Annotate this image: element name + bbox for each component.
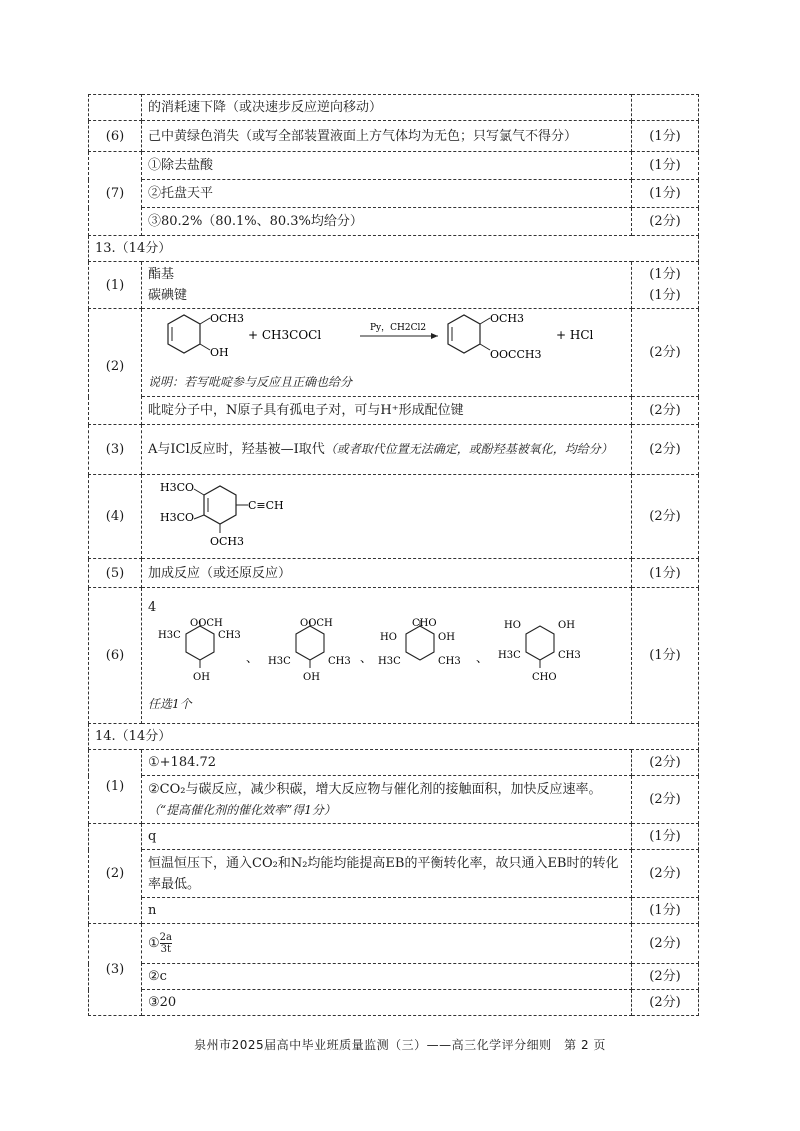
substituent-bond [194,489,204,495]
score-cell: (1分) [632,121,699,152]
substituent-bond [200,344,210,350]
table-row [89,121,699,152]
score-line: (1分) [649,267,681,282]
page-footer: 泉州市2025届高中毕业班质量监测（三）——高三化学评分细则 第 2 页 [194,1038,606,1052]
answer-line: 碳碘键 [148,288,188,303]
answer-text: A与ICl反应时，羟基被—I取代 [148,442,325,457]
table-row [89,850,699,898]
reaction-equation-diagram [148,312,618,372]
answer-cell [142,425,632,475]
table-row [89,990,699,1016]
table-row [89,309,699,397]
score-cell: (2分) [632,397,699,425]
score-cell: (1分) [632,824,699,850]
answer-cell: 加成反应（或还原反应） [142,559,632,588]
score-cell: (2分) [632,208,699,236]
answer-cell: ①+184.72 [142,750,632,776]
answer-note: （“提高催化剂的催化效率”得1分） [148,802,336,817]
substituent-label: CH3 [218,629,241,641]
answer-cell [142,309,632,397]
answer-note: 任选1个 [148,696,192,711]
score-cell: (2分) [632,990,699,1016]
answer-cell [142,924,632,964]
substituent-label: C≡CH [248,498,284,512]
substituent-bond [194,515,204,519]
benzene-ring [186,626,214,660]
score-line: (1分) [649,288,681,303]
table-row [89,262,699,309]
score-cell: (2分) [632,776,699,824]
score-cell: (2分) [632,309,699,397]
score-cell [632,262,699,309]
score-cell: (1分) [632,152,699,180]
table-row [89,397,699,425]
substituent-label: OCH3 [210,312,245,325]
substituent-label: OH [210,346,229,359]
score-cell: (2分) [632,924,699,964]
score-cell: (2分) [632,750,699,776]
answer-note: 说明：若写吡啶参与反应且正确也给分 [148,375,353,389]
substituent-label: H3C [378,655,401,667]
section-header: 14.（14分） [89,724,699,750]
row-label: (2) [89,309,142,425]
fraction-numerator: 2a [159,932,172,943]
substituent-bond [480,318,490,324]
score-cell: (1分) [632,559,699,588]
fraction-denominator: 3t [160,944,172,955]
substituent-label: OH [303,671,320,683]
score-cell: (1分) [632,898,699,924]
benzene-ring [526,626,554,660]
table-row [89,425,699,475]
answer-prefix: ① [148,936,160,951]
substituent-label: CHO [412,617,437,629]
row-label: (2) [89,824,142,924]
section-header: 13.（14分） [89,236,699,262]
substituent-label: H3C [158,629,181,641]
answer-cell: ①除去盐酸 [142,152,632,180]
answer-cell: ②c [142,964,632,990]
substituent-label: OCH3 [490,312,525,325]
answer-note: （或者取代位置无法确定，或酚羟基被氧化，均给分） [324,442,613,456]
table-row [89,180,699,208]
answer-cell [142,776,632,824]
answer-line: 酯基 [148,267,175,282]
table-row [89,208,699,236]
substituent-label: CH3 [558,649,581,661]
substituent-bond [200,318,210,324]
reagent-label: + CH3COCl [248,328,322,342]
section-header-row [89,236,699,262]
row-label: (1) [89,262,142,309]
benzene-ring [296,626,324,660]
substituent-label: CH3 [438,655,461,667]
answer-cell [142,588,632,724]
answer-cell [142,262,632,309]
substituent-label: OCH3 [210,534,245,548]
condition-label: Py，CH2Cl2 [370,323,427,333]
table-row [89,898,699,924]
row-label: (7) [89,152,142,236]
table-row [89,95,699,121]
table-row [89,776,699,824]
answer-cell: q [142,824,632,850]
table-row [89,559,699,588]
score-cell [632,95,699,121]
answer-cell: 恒温恒压下，通入CO₂和N₂均能均能提高EB的平衡转化率，故只通入EB时的转化率最低。 [142,850,632,898]
score-cell: (2分) [632,425,699,475]
table-row [89,750,699,776]
separator: 、 [476,650,489,665]
table-row [89,924,699,964]
row-label: (3) [89,924,142,1016]
substituent-label: H3CO [160,510,195,524]
answer-cell: ③80.2%（80.1%、80.3%均给分） [142,208,632,236]
substituent-label: OOCCH3 [490,348,542,361]
answer-cell: ③20 [142,990,632,1016]
benzene-ring [168,315,200,353]
substituent-label: OH [193,671,210,683]
table-row [89,475,699,559]
benzene-ring [406,626,434,660]
row-label [89,95,142,121]
answer-cell: 的消耗速下降（或决速步反应逆向移动） [142,95,632,121]
product-label: + HCl [556,328,594,342]
section-header-row [89,724,699,750]
substituent-label: CHO [532,671,557,683]
isomer-structures [148,618,618,694]
answer-line: 4 [148,599,157,615]
row-label: (6) [89,588,142,724]
score-cell: (2分) [632,964,699,990]
separator: 、 [360,650,373,665]
scoring-table [88,94,699,1016]
answer-text: ②CO₂与碳反应，减少积碳，增大反应物与催化剂的接触面积，加快反应速率。 [148,781,602,797]
score-cell: (1分) [632,588,699,724]
substituent-label: CH3 [328,655,351,667]
table-row [89,964,699,990]
substituent-bond [480,344,490,350]
row-label: (1) [89,750,142,824]
benzene-ring [204,486,236,524]
substituent-label: HO [504,619,521,631]
structure-diagram [148,481,348,553]
score-cell: (2分) [632,475,699,559]
row-label: (6) [89,121,142,152]
substituent-label: OH [438,631,455,643]
substituent-label: H3C [268,655,291,667]
benzene-ring [448,315,480,353]
score-cell: (2分) [632,850,699,898]
score-cell: (1分) [632,180,699,208]
answer-cell: 己中黄绿色消失（或写全部装置液面上方气体均为无色；只写氯气不得分） [142,121,632,152]
answer-cell [142,475,632,559]
substituent-label: H3CO [160,480,195,494]
row-label: (5) [89,559,142,588]
separator: 、 [246,650,259,665]
row-label: (3) [89,425,142,475]
substituent-label: H3C [498,649,521,661]
substituent-label: HO [380,631,397,643]
fraction [160,932,172,955]
table-row [89,152,699,180]
answer-cell: ②托盘天平 [142,180,632,208]
table-row [89,588,699,724]
substituent-label: OH [558,619,575,631]
substituent-label: OOCH [190,617,223,629]
table-row [89,824,699,850]
answer-cell: 吡啶分子中，N原子具有孤电子对，可与H⁺形成配位键 [142,397,632,425]
scoring-table-container [88,94,699,1016]
arrow-head [431,333,438,339]
substituent-label: OOCH [300,617,333,629]
answer-cell: n [142,898,632,924]
row-label: (4) [89,475,142,559]
